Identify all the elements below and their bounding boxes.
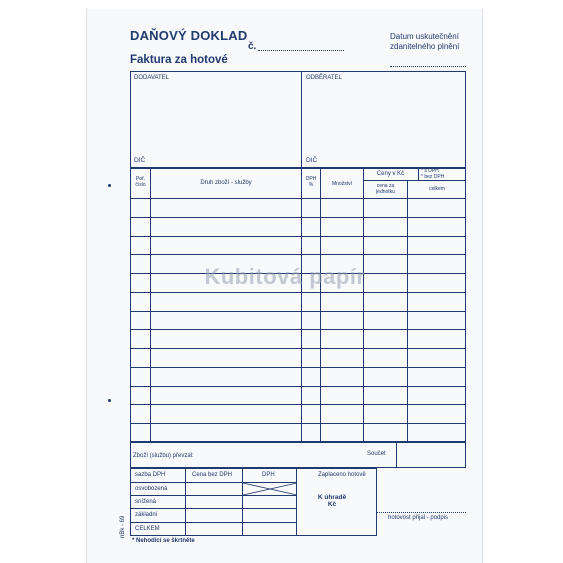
vat-header: DPH: [262, 472, 275, 478]
taxable-date-label-line2: zdanitelného plnění: [390, 42, 460, 51]
form-code: nBk - 69: [120, 515, 126, 538]
col-vat-header: [302, 176, 320, 188]
table-row[interactable]: [130, 329, 466, 330]
prices-subheader-line: [363, 180, 466, 181]
table-row[interactable]: [130, 292, 466, 293]
table-row[interactable]: [130, 386, 466, 387]
table-row[interactable]: [130, 254, 466, 255]
supplier-label: DODAVATEL: [134, 75, 170, 81]
parties-divider: [301, 71, 302, 168]
vat-summary-divider: [185, 468, 186, 536]
header-bottom-line: [130, 198, 466, 199]
col-divider: [301, 168, 302, 442]
taxable-date-label-line1: Datum uskutečnění: [390, 32, 459, 41]
vat-summary-row-line: [130, 495, 297, 496]
to-pay-label-line1: K úhradě: [317, 494, 347, 501]
basic-label: základní: [135, 512, 158, 518]
document-subtitle: Faktura za hotové: [130, 54, 228, 66]
col-divider: [418, 168, 419, 180]
document-title: DAŇOVÝ DOKLAD: [130, 28, 248, 43]
col-no-header: [131, 176, 150, 188]
table-body-bottom: [130, 423, 466, 424]
customer-label: ODBĚRATEL: [306, 75, 342, 81]
exempt-label: osvobozená: [135, 486, 168, 492]
vat-rate-header: sazba DPH: [135, 472, 166, 478]
table-row[interactable]: [130, 311, 466, 312]
watermark: Kubitová papír: [204, 264, 366, 289]
col-divider: [363, 168, 364, 442]
table-row[interactable]: [130, 236, 466, 237]
col-unit-price-header-line1: cena za: [376, 183, 395, 189]
vat-summary-row-line: [130, 508, 297, 509]
vat-summary-row-line: [130, 522, 297, 523]
table-row[interactable]: [130, 348, 466, 349]
col-no-header-line2: číslo: [135, 182, 146, 188]
document-number-label: č.: [248, 41, 257, 52]
col-goods-header: Druh zboží - služby: [200, 180, 252, 186]
vat-summary-divider: [242, 468, 243, 536]
supplier-tax-id-label: DIČ: [134, 157, 146, 164]
col-divider: [320, 168, 321, 442]
table-row[interactable]: [130, 217, 466, 218]
price-without-vat-header: Cena bez DPH: [192, 472, 233, 478]
punch-mark: [108, 184, 111, 187]
sum-field[interactable]: [396, 442, 466, 468]
col-no-header-line1: Poř.: [135, 176, 146, 182]
to-pay-label: [312, 494, 352, 508]
col-vat-header-line2: %: [308, 182, 314, 188]
received-by-label: Zboží (službu) převzal:: [133, 453, 194, 459]
items-table: [130, 168, 466, 442]
customer-tax-id-label: DIČ: [306, 157, 318, 164]
parties-box: [130, 71, 466, 168]
table-row[interactable]: [130, 367, 466, 368]
paid-cash-label: Zaplaceno hotově: [318, 472, 366, 478]
col-divider: [150, 168, 151, 442]
col-unit-price-header-line2: jednotku: [376, 189, 395, 195]
strike-note: * Nehodící se škrtněte: [132, 538, 195, 544]
col-unit-price-header: [364, 183, 407, 195]
signature-line[interactable]: [376, 512, 466, 513]
legend-with-vat: * s DPH: [421, 168, 439, 174]
taxable-date-field[interactable]: [390, 66, 466, 67]
punch-mark: [108, 399, 111, 402]
total-label: CELKEM: [135, 526, 160, 532]
vat-legend: [421, 168, 465, 180]
cash-received-label: hotovost přijal - podpis: [388, 515, 449, 521]
col-total-header: celkem: [429, 186, 445, 192]
reduced-label: snížená: [135, 499, 157, 505]
col-prices-header: Ceny v Kč: [376, 171, 405, 177]
taxable-date-label: [390, 32, 470, 52]
table-row[interactable]: [130, 404, 466, 405]
col-vat-header-line1: DPH: [305, 176, 317, 182]
vat-crossed-cell: [243, 483, 297, 495]
legend-without-vat: * bez DPH: [421, 174, 445, 180]
to-pay-label-line2: Kč: [327, 501, 337, 508]
document-number-field[interactable]: [258, 44, 344, 51]
sum-label: Součet: [367, 451, 386, 457]
col-qty-header: Množství: [331, 181, 352, 187]
